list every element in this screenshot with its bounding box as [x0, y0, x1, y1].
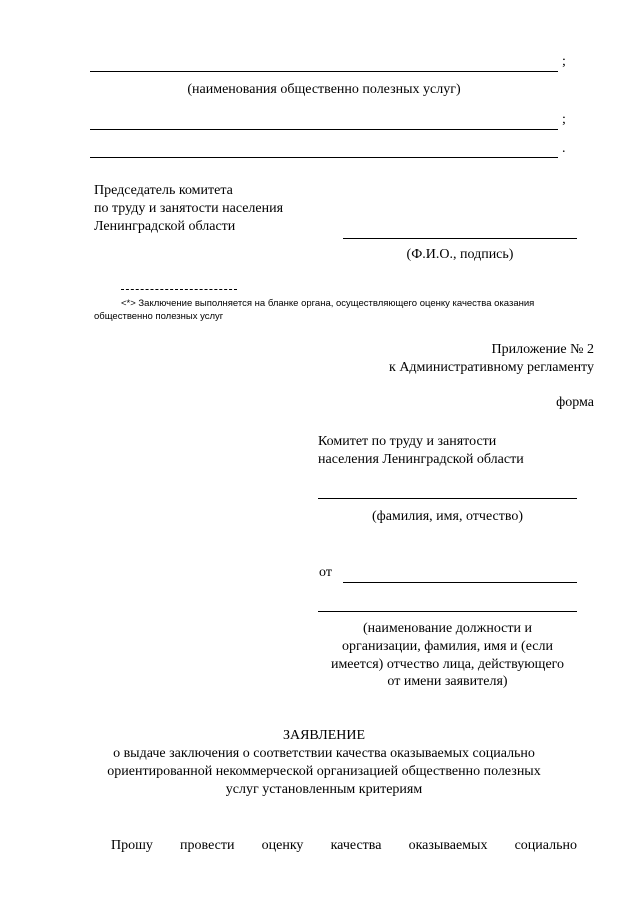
body-first-line: [111, 837, 577, 855]
body-word: провести: [180, 838, 235, 853]
services-caption: (наименования общественно полезных услуг): [187, 82, 461, 97]
from-label: от: [319, 565, 332, 580]
signatory-line-1: Председатель комитета: [94, 183, 233, 198]
statement-subtitle-line-1: о выдаче заключения о соответствии качества оказываемых социально: [113, 746, 535, 761]
footnote-separator: [121, 289, 237, 290]
body-word: качества: [330, 838, 382, 853]
addressee-line-1: Комитет по труду и занятости: [318, 434, 497, 449]
semicolon-2: ;: [562, 112, 566, 127]
period-3: .: [562, 141, 566, 156]
appendix-regulation: к Административному регламенту: [389, 360, 594, 375]
body-word: социально: [514, 838, 577, 853]
signatory-line-3: Ленинградской области: [94, 219, 236, 234]
footnote-text-line-2: общественно полезных услуг: [94, 311, 224, 322]
addressee-line-2: населения Ленинградской области: [318, 452, 524, 467]
blank-line-2: [90, 129, 558, 130]
footnote-text-line-1: <*> Заключение выполняется на бланке органа, осуществляющего оценку качества оказания: [121, 298, 535, 309]
statement-title: ЗАЯВЛЕНИЕ: [282, 728, 366, 743]
signature-caption: (Ф.И.О., подпись): [406, 247, 514, 262]
appendix-number: Приложение № 2: [491, 342, 594, 357]
semicolon-1: ;: [562, 54, 566, 69]
form-label: форма: [556, 395, 594, 410]
fio-caption: (фамилия, имя, отчество): [371, 509, 524, 524]
blank-line-3: [90, 157, 558, 158]
position-caption-line-2: организации, фамилия, имя и (если: [342, 639, 553, 654]
position-line: [318, 611, 577, 612]
blank-line-1: [90, 71, 558, 72]
body-word: оказываемых: [408, 838, 488, 853]
position-caption-line-4: от имени заявителя): [387, 674, 508, 689]
position-caption-line-3: имеется) отчество лица, действующего: [330, 657, 565, 672]
from-line: [343, 582, 577, 583]
statement-subtitle-line-2: ориентированной некоммерческой организацией общественно полезных: [107, 764, 541, 779]
signature-line: [343, 238, 577, 239]
statement-subtitle-line-3: услуг установленным критериям: [225, 782, 423, 797]
body-word: оценку: [261, 838, 304, 853]
signatory-line-2: по труду и занятости населения: [94, 201, 284, 216]
position-caption-line-1: (наименование должности и: [362, 621, 533, 636]
fio-line: [318, 498, 577, 499]
body-word: Прошу: [111, 838, 153, 853]
